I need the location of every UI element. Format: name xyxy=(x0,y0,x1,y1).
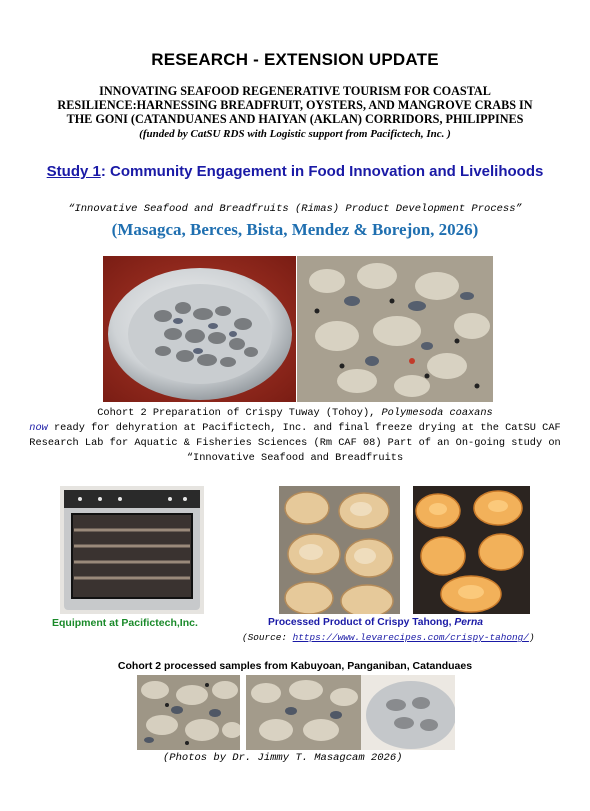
main-title: RESEARCH - EXTENSION UPDATE xyxy=(151,50,439,69)
cohort-heading: Cohort 2 processed samples from Kabuyoan, Panganiban, Catanduaes xyxy=(117,660,473,672)
photo-caption xyxy=(25,406,565,466)
photo-tuway-closeup xyxy=(297,256,493,402)
photo-cohort-sample-1 xyxy=(137,675,240,750)
photo-cohort-sample-2 xyxy=(246,675,455,750)
caption-species: Polymesoda coaxans xyxy=(381,407,493,419)
study-number: Study 1 xyxy=(46,163,101,180)
source-prefix: (Source: xyxy=(242,632,293,643)
caption-line-a: Cohort 2 Preparation of Crispy Tuway (Tohoy), xyxy=(97,407,382,419)
photo-credit: (Photos by Dr. Jimmy T. Masagcam 2026) xyxy=(163,752,403,764)
photo-tuway-plate xyxy=(103,256,296,402)
photo-crispy-tahong-2 xyxy=(413,486,530,614)
study-subtitle: “Innovative Seafood and Breadfruits (Rimas) Product Development Process” xyxy=(68,203,522,215)
funding-note: (funded by CatSU RDS with Logistic support from Pacifictech, Inc. ) xyxy=(139,128,451,140)
processed-product-label xyxy=(268,617,483,628)
project-title-text: INNOVATING SEAFOOD REGENERATIVE TOURISM FOR COASTAL RESILIENCE:HARNESSING BREADFRUIT, OYSTERS, AND MANGROVE CRABS IN THE GONI (CATANDUANES AND HAIYAN (AKLAN) CORRIDORS, PHILIPPINES xyxy=(57,84,533,126)
study-title: : Community Engagement in Food Innovation and Livelihoods xyxy=(100,163,544,180)
source-line xyxy=(242,632,535,643)
processed-label-species: Perna xyxy=(454,617,483,628)
photo-dehydrator xyxy=(60,486,204,614)
processed-label-text: Processed Product of Crispy Tahong, xyxy=(268,617,455,628)
study-authors: (Masagca, Berces, Bista, Mendez & Borejon, 2026) xyxy=(111,220,479,239)
photo-crispy-tahong-1 xyxy=(279,486,400,614)
equipment-label: Equipment at Pacifictech,Inc. xyxy=(52,617,198,629)
project-title xyxy=(50,84,540,141)
caption-now-word: now xyxy=(29,422,48,434)
source-link[interactable]: https://www.levarecipes.com/crispy-tahong/ xyxy=(292,632,529,643)
source-suffix: ) xyxy=(528,632,535,643)
caption-line-b: ready for dehyration at Pacifictech, Inc. and final freeze drying at the CatSU CAF Research Lab for Aquatic & Fisheries Sciences (Rm CAF 08) Part of an On-going study on “Innovative Seafood and Breadfruits xyxy=(29,422,561,464)
study-heading xyxy=(40,162,550,181)
